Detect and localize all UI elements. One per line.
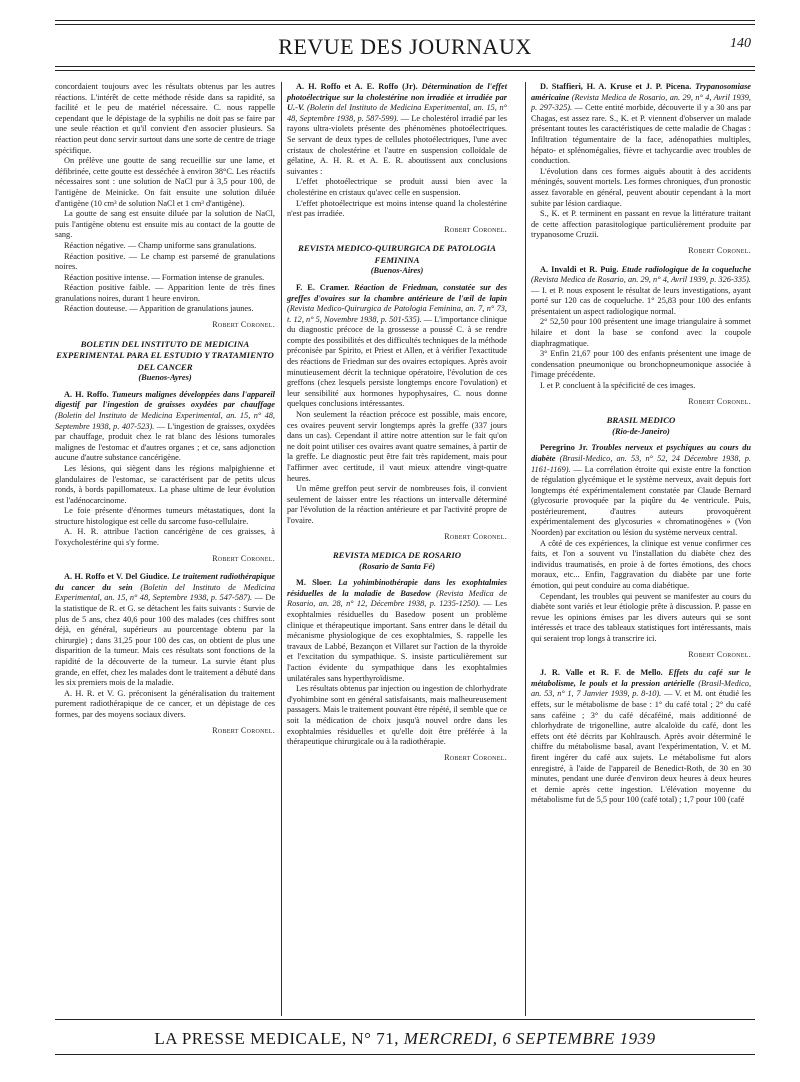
paragraph: I. et P. concluent à la spécificité de ces images. bbox=[540, 381, 696, 391]
signature: Robert Coronel. bbox=[688, 396, 751, 406]
article-title: Détermination de l'effet photoélectrique sur la cholestérine non irradiée et irradiée par U.-V. bbox=[287, 82, 508, 113]
article-text: — Cette entité morbide, découverte il y a 30 ans par Chagas, est assez rare. S., K. et P. viennent d'observer un malade présentant toutes les caractéristiques de cette maladie de Chagas : Infiltration tégumentaire de la face, adénopathies multiples, hépato- et splénomégalies, fièvre et tachycardie avec troubles de conduction. bbox=[531, 103, 751, 166]
article-title: Tumeurs malignes développées dans l'appareil digestif par l'ingestion de graisses oxydées par chauffage bbox=[55, 389, 275, 410]
paragraph: A côté de ces expériences, la clinique est venue confirmer ces faits, et l'on a souvent vu l'installation du diabète chez des individus traumatisés, en proie à de fortes émotions, des chocs moraux, etc... Enfin, l'aggravation du diabète par une forte émotion, qui peut conduire au coma diabétique. bbox=[531, 538, 751, 591]
header-rule-top-inner bbox=[55, 24, 755, 25]
article-title: La yohimbinothérapie dans les exophtalmies résiduelles de la maladie de Basedow bbox=[287, 578, 507, 598]
footer-journal: LA PRESSE MEDICALE, N° 71, bbox=[154, 1029, 399, 1048]
paragraph: A. H. R. attribue l'action cancérigène de ces graisses, à l'oxycholestérine qui s'y forme. bbox=[55, 527, 275, 548]
paragraph: Réaction positive intense. — Formation intense de granules. bbox=[64, 272, 265, 282]
column-divider-2 bbox=[525, 82, 526, 1016]
paragraph: La goutte de sang est ensuite diluée par la solution de NaCl, puis l'antigène obtenu est ensuite mis au contact de la goutte de sang. bbox=[55, 209, 275, 240]
paragraph: 2° 52,50 pour 100 présentent une image triangulaire à sommet hilaire et dont la base se confond avec la coupole diaphragmatique. bbox=[531, 317, 751, 348]
article-head bbox=[287, 283, 507, 410]
paragraph: Réaction positive faible. — Apparition lente de très fines granulations noires, durant 1 heure environ. bbox=[55, 283, 275, 303]
footer-rule-bottom bbox=[55, 1054, 755, 1055]
article-author: F. E. Cramer. bbox=[296, 282, 350, 292]
section-title: REVISTA MEDICO-QUIRURGICA DE PATOLOGIA FEMININA bbox=[298, 243, 496, 265]
article-source: (Revista Medico-Quirurgica de Patologia Feminina, an. 7, n° 73, t. 12, n° 5, Novembre 1938, p. 501-535). bbox=[287, 304, 507, 324]
section-subtitle: (Rio-de-Janeiro) bbox=[612, 426, 670, 436]
article-text: — L'importance clinique du diagnostic précoce de la grossesse a poussé C. à se rendre compte des possibilités et des difficultés techniques de la méthode préconisée par Spirito, et Priest et Allen, et à vérifier l'exactitude des réactions de Friedman sur des ovaires ectopiques. Après avoir minutieusement décrit la technique opératoire, l'évolution de ces greffons (chez lesquels persiste longtemps encore l'ovulation) et leur sensibilité aux hormones hypophysaires, C. nous donne quelques conclusions intéressantes. bbox=[287, 314, 507, 409]
section-title: BRASIL MEDICO bbox=[606, 415, 676, 426]
article-title: Trypanosomiase américaine bbox=[531, 82, 751, 102]
article-author: A. H. Roffo et A. E. Roffo (Jr). bbox=[296, 82, 418, 91]
paragraph: Les lésions, qui siègent dans les régions malpighienne et glandulaires de l'estomac, se caractérisent par de petits ulcus ronds, à bords papillomateux. La phase ultime de leur évolution est l'adénocarcinome. bbox=[55, 463, 275, 505]
article-head bbox=[287, 578, 507, 684]
section-subtitle: (Buenos-Ayres) bbox=[138, 373, 192, 383]
signature: Robert Coronel. bbox=[212, 725, 275, 735]
paragraph: concordaient toujours avec les résultats obtenus par les autres réactions. L'intérêt de cette méthode réside dans sa rapidité, sa facilité et le peu de matériel nécessaire. C. nous rappelle cependant que le dépistage de la syphilis ne doit pas se faire par une seule réaction et qu'il convient d'en associer plusieurs. Sa réaction peut donc servir surtout dans une sorte de centre de triage spécifique. bbox=[55, 82, 276, 155]
article-head bbox=[531, 668, 751, 806]
article-head bbox=[531, 265, 751, 318]
section-subtitle: (Buenos-Aires) bbox=[370, 266, 424, 276]
signature: Robert Coronel. bbox=[212, 320, 275, 330]
article-author: A. Invaldi et R. Puig. bbox=[540, 264, 619, 274]
section-subtitle: (Rosario de Santa Fé) bbox=[358, 561, 436, 571]
article-text: — De la statistique de R. et G. se détachent les faits suivants : Survie de plus de 5 ans, chez 40,6 pour 100 des malades (ces chiffres sont déjà, en général, supérieurs au pourcentage obtenu par la chirurgie) ; dans 31,25 pour 100 des cas, on obtient de plus une disparition de la tumeur. Mais ces résultats sont fonctions de la rapidité de la découverte de la tumeur. La survie étant plus grande, en effet, chez les malades dont le traitement a débuté dans les six premiers mois de la maladie. bbox=[55, 593, 276, 688]
paragraph: L'effet photoélectrique se produit aussi bien avec la cholestérine en cristaux qu'avec celle en suspension. bbox=[287, 177, 507, 197]
article-author: A. H. Roffo. bbox=[64, 389, 109, 399]
article-author: M. Sloer. bbox=[296, 578, 332, 588]
footer-rule-top bbox=[55, 1019, 755, 1020]
header-rule-bottom-inner bbox=[55, 70, 755, 71]
article-head bbox=[531, 82, 751, 167]
page-number: 140 bbox=[730, 36, 751, 51]
paragraph: On prélève une goutte de sang recueillie sur une lame, et défibrinée, cette goutte est desséchée à environ 38°C. Les réactifs nécessaires sont : une solution de NaCl pur à 3,5 pour 100, de l'antigène de Meinicke. On fait ensuite une solution diluée d'antigène (10 cm³ de solution NaCl et 1 cm³ d'antigène). bbox=[55, 156, 275, 208]
article-text: — Les exophtalmies résiduelles du Basedow posent un problème clinique et thérapeutique important. Sans entrer dans le détail du mécanisme physiologique de ces exophtalmies, S. rappelle les travaux de Labbé, Bezançon et Villaret sur l'action de la thyroïde et l'excitation du sympathique. S. insiste particulièrement sur l'action évidente du sympathique dans les exophtalmies unilatérales sans hyperthyroïdisme. bbox=[287, 599, 507, 683]
article-source: (Boletin del Instituto de Medicina Experimental, an. 15, n° 48, Septembre 1938, p. 407-523). bbox=[55, 410, 275, 431]
header-rule-top bbox=[55, 20, 755, 21]
paragraph: 3° Enfin 21,67 pour 100 des enfants présentent une image de condensation pneumonique ou bronchopneumonique associée à l'image précédente. bbox=[531, 349, 751, 380]
article-text: — Le cholestérol irradié par les rayons ultra-violets présente des phénomènes photoélectriques. Se servant de deux types de cellules photoélectriques, l'une avec cristaux de cholestérine et l'autre en suspension colloïdale de gélatine, A. H. R. et A. E. R. aboutissent aux conclusions suivantes : bbox=[287, 113, 507, 176]
article-head bbox=[531, 443, 751, 538]
column-3 bbox=[531, 82, 751, 806]
article-head bbox=[55, 572, 275, 689]
column-2 bbox=[287, 82, 507, 771]
article-text: — L'ingestion de graisses, oxydées par chauffage, produit chez le rat blanc des lésions tumorales malignes de l'estomac et d'autres organes ; et ce, sans adjonction aucune d'autre substance cancérigène. bbox=[55, 421, 275, 463]
footer-date: MERCREDI, 6 SEPTEMBRE 1939 bbox=[403, 1029, 656, 1048]
paragraph: Les résultats obtenus par injection ou ingestion de chlorhydrate d'yohimbine sont en général satisfaisants, mais malheureusement passagers. Mais le traitement pouvant être répété, il semble que ce soit la médication de choix jusqu'à nouvel ordre dans les exophtalmies résiduelles et qu'elle doit être préférée à la thérapeutique chirurgicale ou à la radiothérapie. bbox=[287, 684, 507, 747]
signature: Robert Coronel. bbox=[444, 224, 507, 234]
article-text: — I. et P. nous exposent le résultat de leurs investigations, ayant porté sur 120 cas de coqueluche. 1° 25,83 pour 100 des enfants présentaient un aspect radiologique normal. bbox=[531, 285, 751, 316]
article-title: Troubles nerveux et psychiques au cours du diabète bbox=[531, 443, 752, 463]
header-rule-bottom bbox=[55, 66, 755, 67]
page-footer bbox=[55, 1029, 755, 1049]
article-title: Réaction de Friedman, constatée sur des greffes d'ovaires sur la chambre antérieure de l'œil de lapin bbox=[287, 282, 507, 303]
signature: Robert Coronel. bbox=[212, 553, 275, 563]
article-title: Effets du café sur le métabolisme, le pouls et la pression artérielle bbox=[531, 668, 751, 688]
paragraph: L'effet photoélectrique est moins intense quand la cholestérine n'est pas irradiée. bbox=[287, 198, 507, 219]
paragraph: Le foie présente d'énormes tumeurs métastatiques, dont la structure histologique est celle du sarcome fuso-cellulaire. bbox=[55, 506, 275, 526]
article-head bbox=[55, 390, 275, 464]
paragraph: Réaction négative. — Champ uniforme sans granulations. bbox=[64, 240, 257, 250]
journal-page bbox=[55, 0, 755, 1082]
paragraph: Un même greffon peut servir de nombreuses fois, il convient seulement de laisser entre les réactions un intervalle déterminé par l'évolution de la réaction antérieure et par l'activité propre de l'ovaire. bbox=[287, 484, 507, 525]
article-author: Peregrino Jr. bbox=[540, 443, 588, 453]
article-source: (Brasil-Medico, an. 53, n° 1, 7 Janvier 1939, p. 8-10). bbox=[531, 678, 752, 699]
column-divider-1 bbox=[281, 82, 282, 1016]
article-source: (Boletin del Instituto de Medicina Experimental, an. 15, n° 48, Septembre 1938, p. 547-587). bbox=[55, 582, 276, 603]
page-header-title: REVUE DES JOURNAUX bbox=[278, 34, 532, 59]
signature: Robert Coronel. bbox=[444, 531, 507, 541]
paragraph: Cependant, les troubles qui peuvent se manifester au cours du diabète sont variés et leur étiologie prête à discussion. P. passe en revue les opinions émises par les divers auteurs qui se sont intéressés et trace des tableaux statistiques fort intéressants, mais qui seraient trop longs à transcrire ici. bbox=[531, 591, 751, 643]
signature: Robert Coronel. bbox=[444, 752, 507, 762]
article-source: (Revista Medica de Rosario, an. 29, n° 4, Avril 1939, p. 326-335). bbox=[531, 275, 751, 285]
paragraph: Réaction positive. — Le champ est parsemé de granulations noires. bbox=[55, 251, 275, 272]
article-title: Le traitement radiothérapique du cancer du sein bbox=[55, 572, 275, 592]
paragraph: Réaction douteuse. — Apparition de granulations jaunes. bbox=[64, 304, 254, 314]
article-author: J. R. Valle et R. F. de Mello. bbox=[540, 668, 663, 678]
article-source: (Boletin del Instituto de Medicina Experimental, an. 15, n° 48, Septembre 1938, p. 587-599). bbox=[287, 103, 507, 123]
article-head bbox=[287, 82, 507, 177]
article-source: (Revista Medica de Rosario, an. 28, n° 12, Décembre 1938, p. 1235-1250). bbox=[287, 588, 508, 609]
article-source: (Brasil-Medico, an. 53, n° 52, 24 Décembre 1938, p. 1161-1169). bbox=[531, 453, 751, 474]
article-author: D. Staffieri, H. A. Kruse et J. P. Picena. bbox=[540, 82, 692, 91]
article-text: — V. et M. ont étudié les effets, sur le métabolisme de base : 1° du café total ; 2° du café sans caféine ; 3° du café décaféiné, mais additionné de chlorhydrate de trigonelline, autre alcaloïde du café, dont les effets ont été décrits par Kohlrausch. Après avoir déterminé le chiffre du métabolisme basal, avant l'expérimentation, V. et M. firent ingérer du café aux sujets. Le métabolisme fut alors enregistré, à l'aide de l'appareil de Benedict-Roth, de 30 en 30 minutes, pendant une durée d'environ deux heures à deux heures et demie après cette ingestion. L'élévation moyenne du métabolisme fut de 5,5 pour 100 (café total) ; 1,7 pour 100 (café bbox=[531, 689, 751, 805]
paragraph: Non seulement la réaction précoce est possible, mais encore, ces ovaires peuvent servir longtemps après la greffe (337 jours dans un cas). Cependant il attire notre attention sur le fait qu'on ne doit point utiliser ces ovaires avant quatre semaines, à partir de la greffe. Le diagnostic peut être fait très rapidement, mais pour l'affirmer avec certitude, il vaut mieux attendre vingt-quatre heures. bbox=[287, 410, 507, 483]
article-author: A. H. Roffo et V. Del Giudice. bbox=[64, 572, 170, 582]
signature: Robert Coronel. bbox=[688, 245, 751, 255]
signature: Robert Coronel. bbox=[688, 649, 751, 659]
article-text: — La corrélation étroite qui existe entre la fonction de régulation glycémique et le système nerveux, avait depuis fort longtemps été expérimentalement constatée par Claude Bernard (glycosurie provoquée par la piqûre du 4e ventricule. Puis, postérieurement, d'autres auteurs provoquèrent expérimentalement des glycosuries « chromatinogènes » (Von Noorden) par excitation ou lésion du système nerveux central. bbox=[531, 464, 751, 538]
article-source: (Revista Medica de Rosario, an. 29, n° 4, Avril 1939, p. 297-325). bbox=[531, 92, 752, 113]
paragraph: L'évolution dans ces formes aiguës aboutit à des accidents méningés, souvent mortels. Les formes chroniques, d'un pronostic assez favorable en général, peuvent aboutir cependant à la mort subite par lésion cardiaque. bbox=[531, 166, 751, 208]
paragraph: S., K. et P. terminent en passant en revue la littérature traitant de cette affection parasitologique particulièrement produite par trypanosome Cruzii. bbox=[531, 209, 751, 240]
article-title: Etude radiologique de la coqueluche bbox=[621, 264, 752, 274]
section-title: BOLETIN DEL INSTITUTO DE MEDICINA EXPERIMENTAL PARA EL ESTUDIO Y TRATAMIENTO DEL CANCER bbox=[56, 338, 274, 372]
column-1 bbox=[55, 82, 275, 744]
section-title: REVISTA MEDICA DE ROSARIO bbox=[332, 550, 462, 561]
paragraph: A. H. R. et V. G. préconisent la généralisation du traitement purement radiothérapique de ce cancer, et un dépistage de ces formes, par des moyens sociaux divers. bbox=[55, 688, 275, 719]
